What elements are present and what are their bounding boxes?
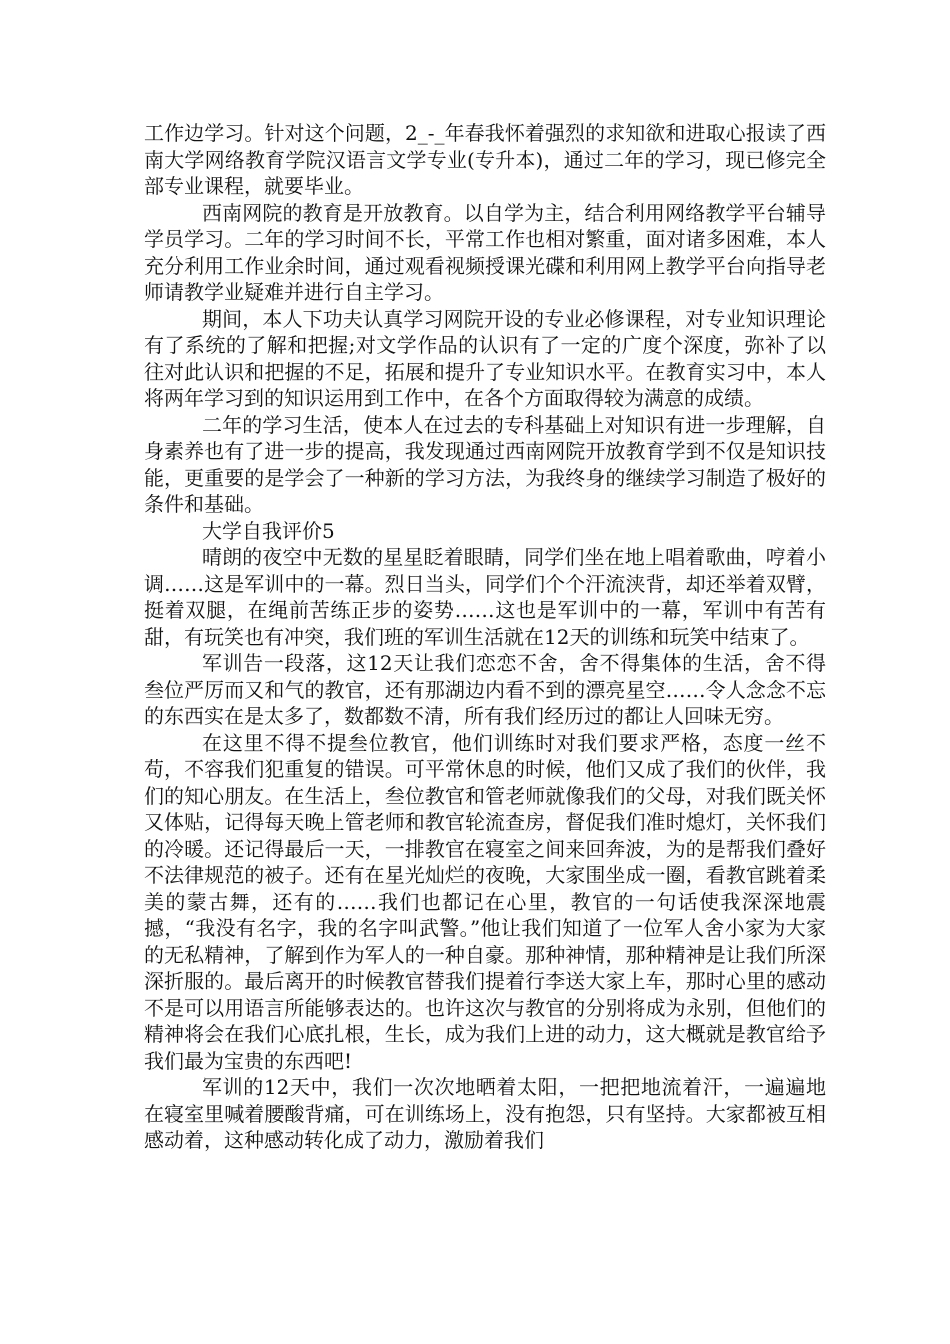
paragraph-twelve-days: 军训的12天中，我们一次次地晒着太阳，一把把地流着汗，一遍遍地在寝室里喊着腰酸背痛，可在训练场上，没有抱怨，只有坚持。大家都被互相感动着，这种感动转化成了动力，激励着我们 <box>144 1075 826 1152</box>
paragraph-two-years: 二年的学习生活，使本人在过去的专科基础上对知识有进一步理解，自身素养也有了进一步的提高，我发现通过西南网院开放教育学到不仅是知识技能，更重要的是学会了一种新的学习方法，为我终身的继续学习制造了极好的条件和基础。 <box>144 412 826 516</box>
document-body <box>144 120 826 1154</box>
paragraph-training-end: 军训告一段落，这12天让我们恋恋不舍，舍不得集体的生活，舍不得叁位严厉而又和气的教官，还有那湖边内看不到的漂亮星空……令人念念不忘的东西实在是太多了，数都数不清，所有我们经历过的都让人回味无穷。 <box>144 651 826 728</box>
paragraph-study-intro: 工作边学习。针对这个问题，2_-_年春我怀着强烈的求知欲和进取心报读了西南大学网络教育学院汉语言文学专业(专升本)，通过二年的学习，现已修完全部专业课程，就要毕业。 <box>144 121 826 198</box>
paragraph-instructors: 在这里不得不提叁位教官，他们训练时对我们要求严格，态度一丝不苟，不容我们犯重复的错误。可平常休息的时候，他们又成了我们的伙伴，我们的知心朋友。在生活上，叁位教官和管老师就像我们的父母，对我们既关怀又体贴，记得每天晚上管老师和教官轮流查房，督促我们准时熄灯，关怀我们的冷暖。还记得最后一天，一排教官在寝室之间来回奔波，为的是帮我们叠好不法律规范的被子。还有在星光灿烂的夜晚，大家围坐成一圈，看教官跳着柔美的蒙古舞，还有的……我们也都记在心里，教官的一句话使我深深地震撼，“我没有名字，我的名字叫武警。”他让我们知道了一位军人舍小家为大家的无私精神，了解到作为军人的一种自豪。那种神情，那种精神是让我们所深深折服的。最后离开的时候教官替我们提着行李送大家上车，那时心里的感动不是可以用语言所能够表达的。也许这次与教官的分别将成为永别，但他们的精神将会在我们心底扎根，生长，成为我们上进的动力，这大概就是教官给予我们最为宝贵的东西吧! <box>144 730 826 1073</box>
paragraph-open-education: 西南网院的教育是开放教育。以自学为主，结合利用网络教学平台辅导学员学习。二年的学习时间不长，平常工作也相对繁重，面对诸多困难，本人充分利用工作业余时间，通过观看视频授课光碟和利用网上教学平台向指导老师请教学业疑难并进行自主学习。 <box>144 200 826 304</box>
section-heading: 大学自我评价5 <box>202 518 335 543</box>
paragraph-courses: 期间，本人下功夫认真学习网院开设的专业必修课程，对专业知识理论有了系统的了解和把握;对文学作品的认识有了一定的广度个深度，弥补了以往对此认识和把握的不足，拓展和提升了专业知识水平。在教育实习中，本人将两年学习到的知识运用到工作中，在各个方面取得较为满意的成绩。 <box>144 306 826 410</box>
paragraph-night-sky: 晴朗的夜空中无数的星星眨着眼睛，同学们坐在地上唱着歌曲，哼着小调……这是军训中的一幕。烈日当头，同学们个个汗流浃背，却还举着双臂，挺着双腿，在绳前苦练正步的姿势……这也是军训中的一幕，军训中有苦有甜，有玩笑也有冲突，我们班的军训生活就在12天的训练和玩笑中结束了。 <box>144 545 826 649</box>
